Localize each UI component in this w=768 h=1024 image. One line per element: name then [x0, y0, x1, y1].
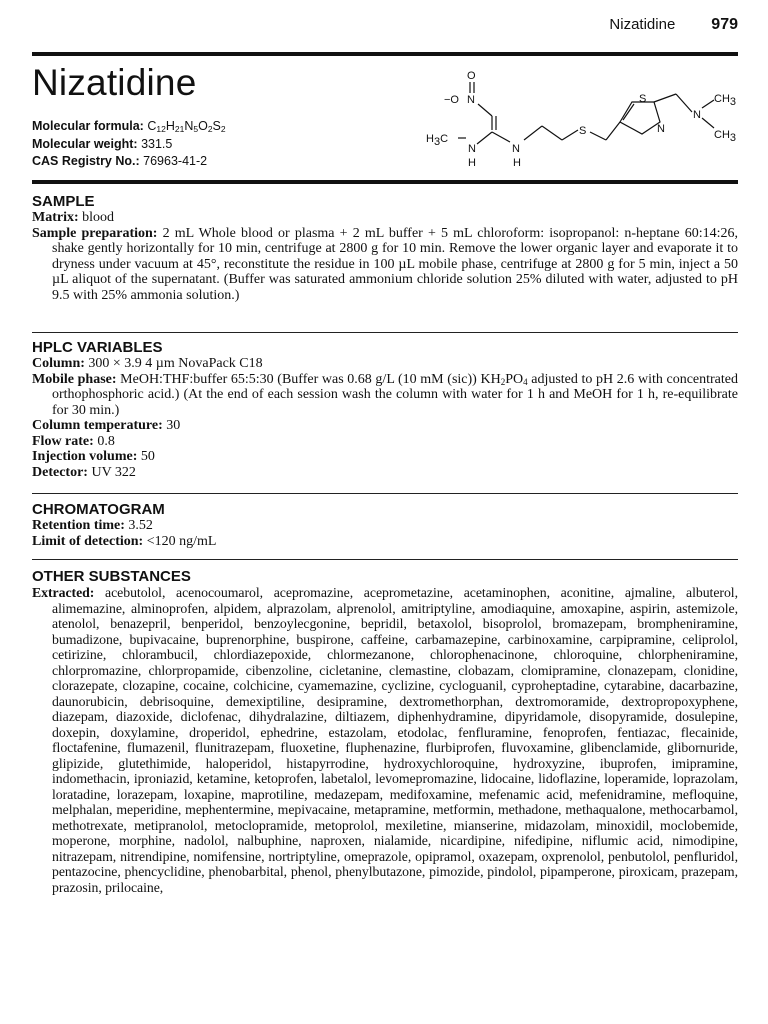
top-rule — [32, 52, 738, 56]
column-temp-row: Column temperature: 30 — [32, 418, 181, 433]
struct-nh-mid-h: H — [513, 157, 521, 169]
retention-time-row: Retention time: 3.52 — [32, 518, 153, 533]
cas-label: CAS Registry No.: — [32, 154, 140, 168]
struct-nh-left-n: N — [468, 143, 476, 155]
weight-label: Molecular weight: — [32, 136, 138, 151]
struct-s-chain: S — [579, 125, 587, 137]
struct-nh-mid-n: N — [512, 143, 520, 155]
formula-label: Molecular formula: — [32, 119, 144, 133]
page-title: Nizatidine — [32, 62, 197, 103]
weight-row — [32, 136, 226, 154]
struct-n-nitro: N — [467, 94, 475, 106]
hplc-section — [32, 339, 738, 480]
header-rule — [32, 180, 738, 184]
column-row: Column: 300 × 3.9 4 µm NovaPack C18 — [32, 356, 263, 371]
detector-row: Detector: UV 322 — [32, 464, 136, 480]
page-number: 979 — [711, 16, 738, 33]
chromatogram-section — [32, 501, 738, 549]
divider-2 — [32, 493, 738, 494]
divider-1 — [32, 332, 738, 333]
struct-ch3-top: CH3 — [714, 93, 737, 108]
injection-volume-row: Injection volume: 50 — [32, 449, 155, 464]
chemical-structure — [392, 62, 738, 178]
chromatogram-heading: CHROMATOGRAM — [32, 501, 165, 518]
mobile-phase-row: Mobile phase: MeOH:THF:buffer 65:5:30 (Buffer was 0.68 g/L (10 mM (sic)) $KH_2PO_4$ adjusted to pH 2.6 with concentrated orthophosphoric acid.) (At the end of each session wash the column with water for 1 h and MeOH for 1 h, re-equilibrate for 30 min.) — [32, 371, 738, 418]
other-substances-heading: OTHER SUBSTANCES — [32, 568, 191, 585]
compound-properties — [32, 118, 226, 171]
running-head-drug: Nizatidine — [609, 16, 676, 33]
struct-o-minus: −O — [444, 94, 459, 106]
formula-value: $C_{12}H_{21}N_5O_2S_2$ — [147, 119, 226, 134]
sample-heading: SAMPLE — [32, 193, 95, 210]
page — [32, 0, 738, 1024]
cas-row — [32, 153, 226, 171]
struct-nh-left-h: H — [468, 157, 476, 169]
struct-o-top: O — [467, 70, 476, 82]
formula-row — [32, 118, 226, 136]
struct-n-amine: N — [693, 109, 701, 121]
prep-row: Sample preparation: 2 mL Whole blood or plasma + 2 mL buffer + 5 mL chloroform: isopropanol: n-heptane 60:14:26, shake gently horizontally for 10 min, centrifuge at 2800 g for 10 min. Remove the lower organic layer and evaporate it to dryness under vacuum at 45°, reconstitute the residue in 100 µL mobile phase, centrifuge at 2800 g for 5 min, inject a 50 µL aliquot of the supernatant. (Buffer was saturated ammonium chloride solution 25% diluted with water, adjusted to pH 9.5 with 25% ammonia solution.) — [32, 225, 738, 303]
struct-s-ring: S — [639, 93, 647, 105]
sample-section — [32, 193, 738, 303]
weight-value: 331.5 — [141, 136, 173, 151]
other-substances-section — [32, 568, 738, 895]
flow-rate-row: Flow rate: 0.8 — [32, 433, 115, 449]
divider-3 — [32, 559, 738, 560]
hplc-heading: HPLC VARIABLES — [32, 339, 163, 356]
limit-detection-row: Limit of detection: <120 ng/mL — [32, 533, 217, 549]
struct-ch3-bot: CH3 — [714, 129, 737, 144]
running-head — [609, 16, 738, 34]
struct-n-ring: N — [657, 123, 665, 135]
struct-h3c: H3C — [426, 133, 449, 148]
extracted-row: Extracted: acebutolol, acenocoumarol, acepromazine, aceprometazine, acetaminophen, aconitine, ajmaline, albuterol, alimemazine, alminoprofen, alpidem, alprazolam, alprenolol, amitriptyline, amodiaquine, amoxapine, aspirin, astemizole, atenolol, benazepril, benperidol, benzoylecgonine, bepridil, betaxolol, bisoprolol, bromazepam, brompheniramine, bumadizone, bupivacaine, buprenorphine, buspirone, caffeine, carbamazepine, carbinoxamine, carpipramine, celiprolol, cetirizine, chlorambucil, chlordiazepoxide, chlormezanone, chlorophenacinone, chloroquine, chlorpheniramine, chlorpromazine, chlorpropamide, cibenzoline, cicletanine, clemastine, clobazam, clomipramine, clonazepam, clonidine, clorazepate, clozapine, cocaine, colchicine, cyamemazine, cyclizine, cycloguanil, cyproheptadine, cytarabine, dacarbazine, daunorubicin, debrisoquine, demexiptiline, desipramine, dextromethorphan, dextromoramide, dextropropoxyphene, diazepam, diazoxide, diclofenac, dihydralazine, diltiazem, diphenhydramine, dipyridamole, disopyramide, dosulepine, doxepin, doxylamine, droperidol, ephedrine, estazolam, etodolac, fenfluramine, fenoprofen, fentiazac, flecainide, floctafenine, flumazenil, flunitrazepam, fluoxetine, fluphenazine, flurbiprofen, fluvoxamine, glibenclamide, glibornuride, glipizide, glutethimide, haloperidol, histapyrrodine, hydroxychloroquine, hydroxyzine, ibuprofen, imipramine, indomethacin, iproniazid, ketamine, ketoprofen, labetalol, levomepromazine, lidocaine, lidoflazine, loperamide, loprazolam, loratadine, lorazepam, loxapine, maprotiline, medazepam, medifoxamine, mefenamic acid, mefenidramine, mefloquine, melphalan, meperidine, mephentermine, mepivacaine, metapramine, metformin, methadone, methaqualone, methocarbamol, methotrexate, metipranolol, metoclopramide, metoprolol, mexiletine, mianserine, midazolam, minoxidil, moclobemide, moperone, morphine, nadolol, nalbuphine, naproxen, nialamide, nicardipine, nifedipine, niflumic acid, nimodipine, nitrazepam, nitrendipine, nomifensine, nortriptyline, omeprazole, opipramol, oxazepam, oxprenolol, penbutolol, penfluridol, pentazocine, phencyclidine, phenobarbital, phenol, phenylbutazone, pimozide, pindolol, pipamperone, piroxicam, prazepam, prazosin, prilocaine, — [32, 585, 738, 895]
cas-value: 76963-41-2 — [143, 154, 208, 168]
matrix-row: Matrix: blood — [32, 210, 115, 225]
